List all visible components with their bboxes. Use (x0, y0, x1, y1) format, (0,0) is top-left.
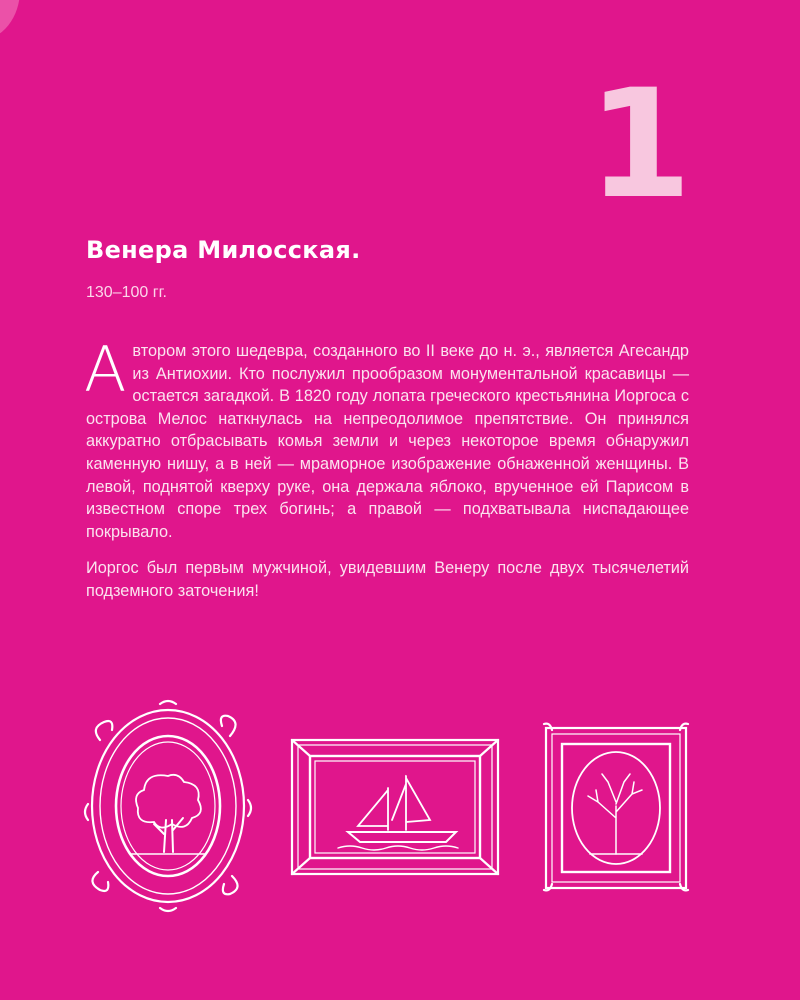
illustrations-row (80, 700, 720, 920)
corner-decoration (0, 0, 20, 40)
paragraph-1-text: втором этого шедевра, созданного во II веке до н. э., является Агесандр из Антиохии. Кто послужил прообразом монументальной красавицы — остается загадкой. В 1820 году лопата греческого крестьянина Иоргоса с острова Мелос наткнулась на непреодолимое препятствие. Он принялся аккуратно отбрасывать комья земли и через некоторое время обнаружил каменную нишу, а в ней — мраморное изображение обнаженной женщины. В левой, поднятой кверху руке, она держала яблоко, врученное ей Парисом в известном споре трех богинь; а правой — подхватывала ниспадающее покрывало. (86, 342, 689, 541)
oval-frame-tree-icon (80, 700, 250, 910)
paragraph-1 (84, 333, 689, 543)
chapter-number: 1 (587, 58, 692, 232)
drop-cap: А (84, 333, 127, 406)
page-title: Венера Милосская. (86, 236, 361, 264)
article-body (84, 333, 689, 603)
paragraph-2: Иоргос был первым мужчиной, увидевшим Венеру после двух тысячелетий подземного заточения! (86, 559, 689, 600)
rectangle-frame-ship-icon (288, 734, 504, 884)
square-frame-tree-icon (542, 722, 692, 892)
date-range: 130–100 гг. (86, 284, 167, 301)
